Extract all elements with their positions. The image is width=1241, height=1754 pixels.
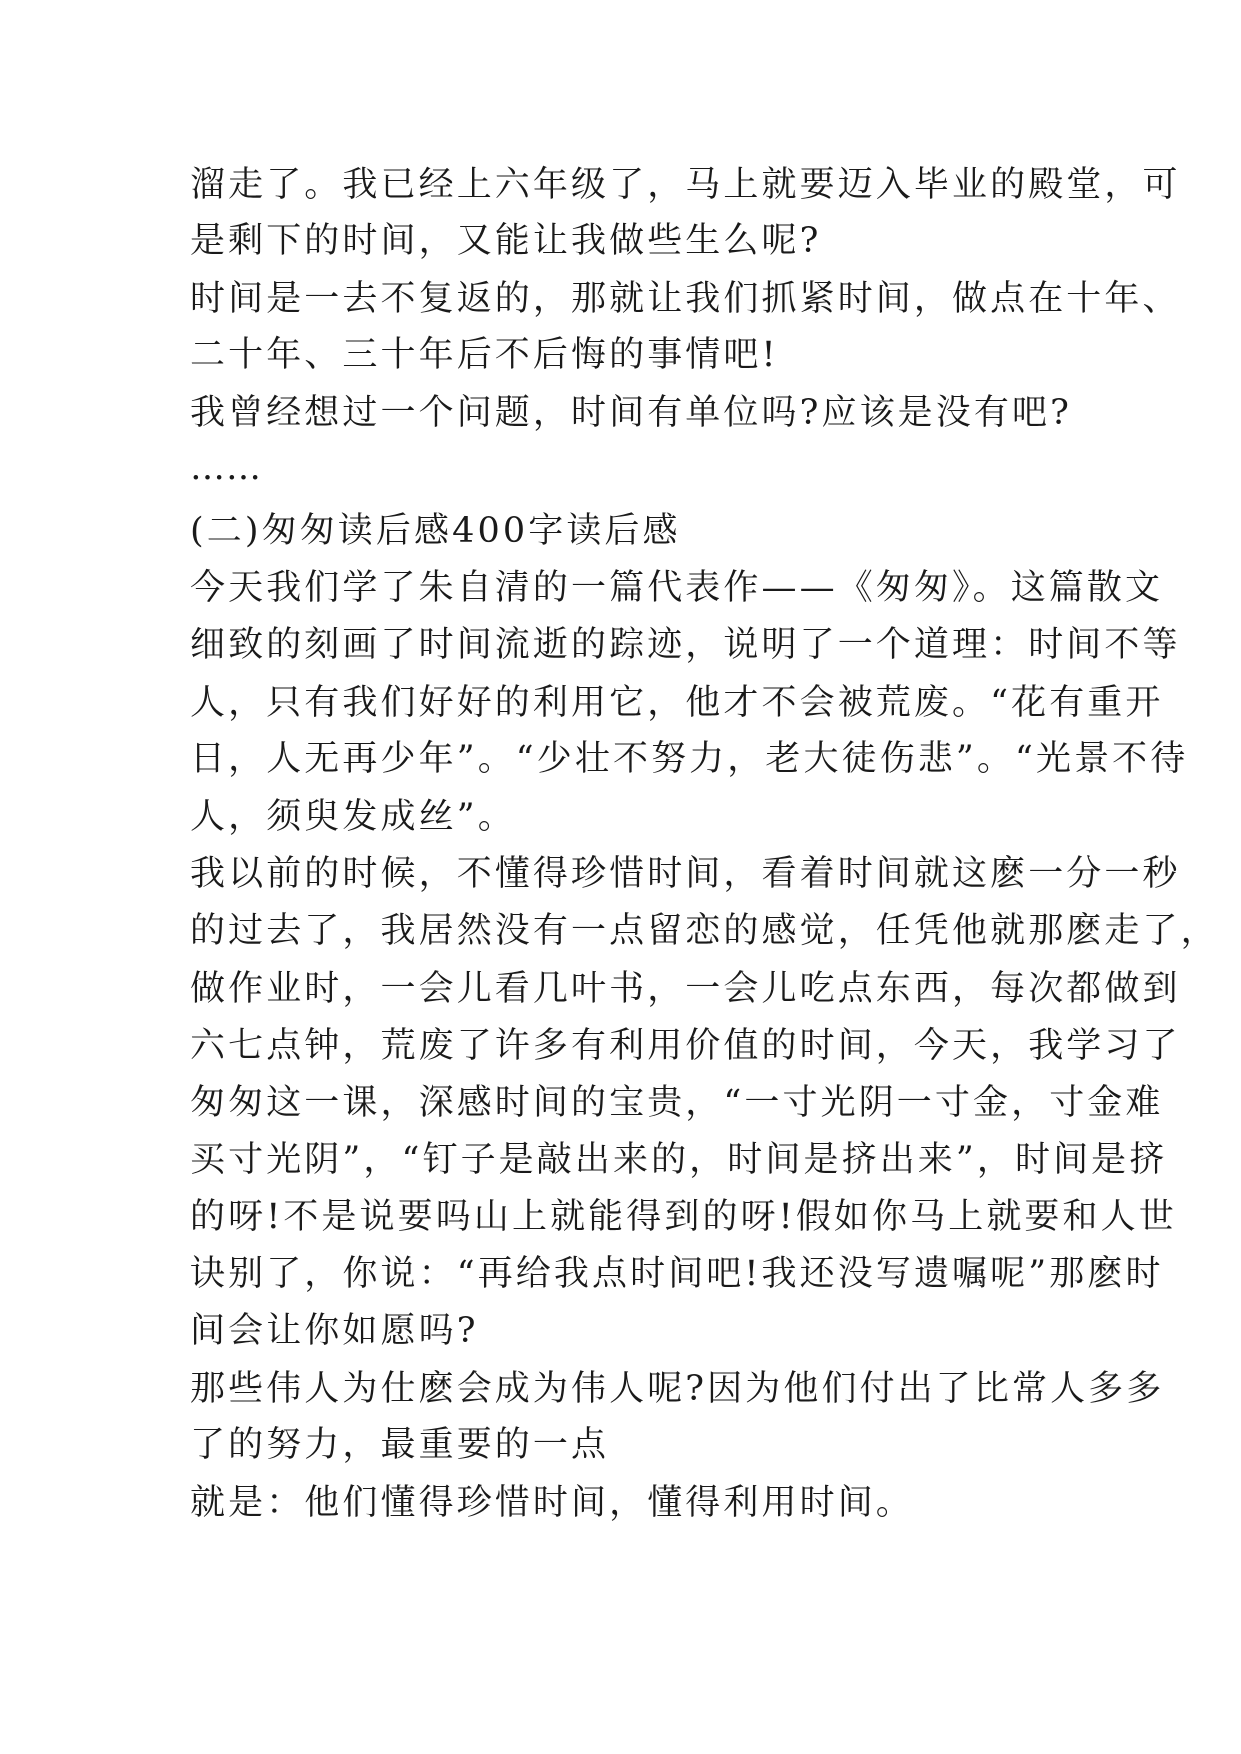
text-line-20: 诀别了，你说：“再给我点时间吧!我还没写遗嘱呢”那麽时 [190, 1254, 1164, 1294]
text-line-19: 的呀!不是说要吗山上就能得到的呀!假如你马上就要和人世 [190, 1197, 1177, 1237]
text-line-14: 的过去了，我居然没有一点留恋的感觉，任凭他就那麽走了， [190, 911, 1219, 951]
text-line-17: 匆匆这一课，深感时间的宝贵，“一寸光阴一寸金，寸金难 [190, 1083, 1164, 1123]
text-line-11: 日，人无再少年”。“少壮不努力，老大徒伤悲”。“光景不待 [190, 739, 1189, 779]
text-line-21: 间会让你如愿吗? [190, 1311, 479, 1351]
text-line-4: 二十年、三十年后不后悔的事情吧! [190, 335, 779, 375]
section-heading: (二)匆匆读后感400字读后感 [190, 511, 681, 551]
text-line-10: 人，只有我们好好的利用它，他才不会被荒废。“花有重开 [190, 683, 1164, 723]
text-line-5: 我曾经想过一个问题，时间有单位吗?应该是没有吧? [190, 393, 1072, 433]
text-line-15: 做作业时，一会儿看几叶书，一会儿吃点东西，每次都做到 [190, 969, 1181, 1009]
text-line-9: 细致的刻画了时间流逝的踪迹，说明了一个道理：时间不等 [190, 625, 1181, 665]
text-line-18: 买寸光阴”，“钉子是敲出来的，时间是挤出来”，时间是挤 [190, 1140, 1168, 1180]
ellipsis-line: …… [190, 448, 262, 488]
text-line-16: 六七点钟，荒废了许多有利用价值的时间，今天，我学习了 [190, 1026, 1181, 1066]
text-line-13: 我以前的时候，不懂得珍惜时间，看着时间就这麽一分一秒 [190, 854, 1181, 894]
text-line-1: 溜走了。我已经上六年级了，马上就要迈入毕业的殿堂，可 [190, 165, 1181, 205]
text-line-23: 了的努力，最重要的一点 [190, 1425, 610, 1465]
text-line-22: 那些伟人为仕麽会成为伟人呢?因为他们付出了比常人多多 [190, 1369, 1165, 1409]
text-line-8: 今天我们学了朱自清的一篇代表作——《匆匆》。这篇散文 [190, 568, 1164, 608]
text-line-24: 就是：他们懂得珍惜时间，懂得利用时间。 [190, 1483, 914, 1523]
text-line-12: 人，须臾发成丝”。 [190, 797, 516, 837]
text-line-2: 是剩下的时间，又能让我做些生么呢? [190, 221, 822, 261]
text-line-3: 时间是一去不复返的，那就让我们抓紧时间，做点在十年、 [190, 279, 1181, 319]
